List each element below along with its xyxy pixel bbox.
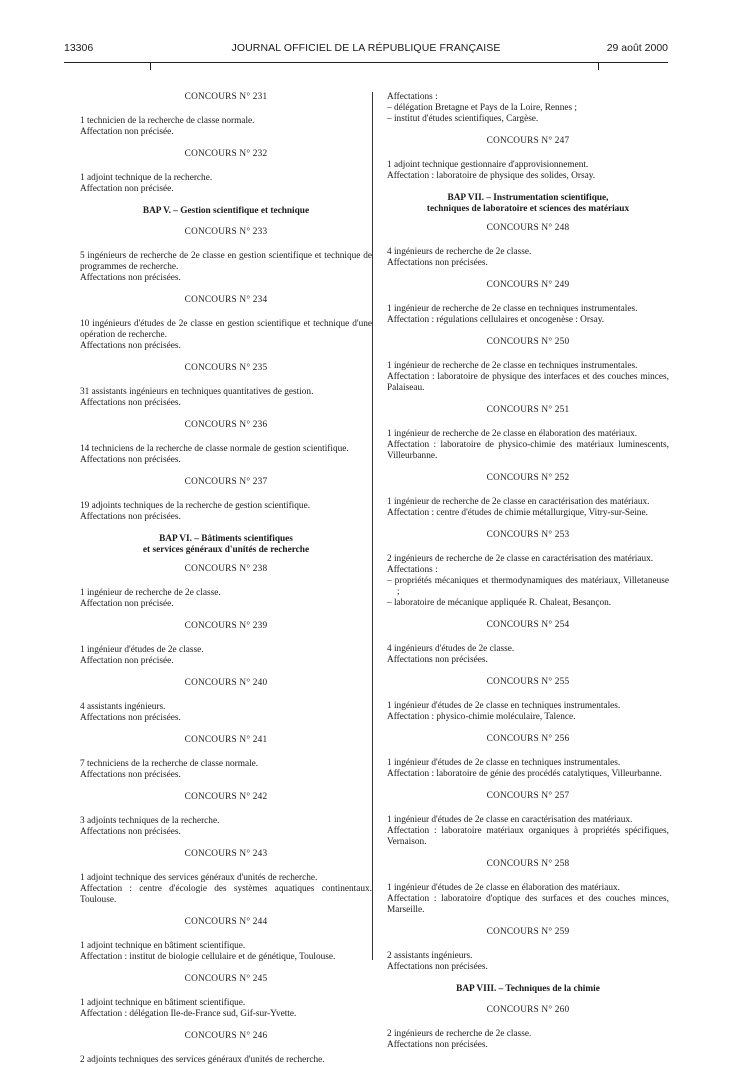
assignment: Affectations non précisées. [80,512,181,522]
concours-heading: CONCOURS N° 236 [184,420,268,430]
assignment: Affectation : laboratoire de physique des solides, Orsay. [387,171,596,181]
post-description: 1 ingénieur d'études de 2e classe en élaboration des matériaux. [387,883,620,893]
concours-255 [387,677,669,723]
issue-date: 29 août 2000 [606,42,668,54]
post-description: 19 adjoints techniques de la recherche de gestion scientifique. [80,501,311,511]
concours-251 [387,405,669,462]
post-description: 1 adjoint technique des services généraux d'unités de recherche. [80,873,318,883]
journal-title: JOURNAL OFFICIEL DE LA RÉPUBLIQUE FRANÇAISE [231,42,501,54]
assignment: Affectations non précisées. [80,713,181,723]
concours-253 [387,530,669,609]
concours-232 [80,149,372,195]
post-description: 2 assistants ingénieurs. [387,951,473,961]
assignment: Affectations non précisées. [80,827,181,837]
post-description: 5 ingénieurs de recherche de 2e classe en gestion scientifique et technique de programmes de recherche. [80,251,372,272]
assignment: Affectation : centre d'écologie des systèmes aquatiques continentaux. Toulouse. [80,884,372,905]
post-description: 1 ingénieur de recherche de 2e classe en techniques instrumentales. [387,304,638,314]
bap-heading-line: et services généraux d'unités de recherche [142,545,310,555]
post-description: 1 ingénieur d'études de 2e classe en caractérisation des matériaux. [387,815,633,825]
assignment: Affectation non précisée. [80,599,174,609]
assignment-item: – laboratoire de mécanique appliquée R. Chaleat, Besançon. [387,598,612,608]
assignment: Affectations : [387,565,438,575]
concours-234 [80,295,372,352]
concours-236 [80,420,372,466]
assignment: Affectation : régulations cellulaires et oncogenèse : Orsay. [387,315,605,325]
assignment: Affectations non précisées. [80,341,181,351]
concours-235 [80,363,372,409]
bap-heading-line: BAP VI. – Bâtiments scientifiques [159,534,293,544]
page-header [64,40,668,63]
concours-heading: CONCOURS N° 253 [486,530,570,540]
assignment: Affectation non précisée. [80,127,174,137]
post-description: 1 adjoint technique en bâtiment scientifique. [80,941,246,951]
concours-250 [387,337,669,394]
bap-heading: BAP V. – Gestion scientifique et technique [142,206,310,216]
post-description: 7 techniciens de la recherche de classe normale. [80,759,259,769]
assignment: Affectation : laboratoire de physique des interfaces et des couches minces, Palaiseau. [387,372,669,393]
assignment: Affectation non précisée. [80,184,174,194]
concours-heading: CONCOURS N° 256 [486,734,570,744]
header-tick-left [150,62,151,70]
assignment: Affectation : laboratoire matériaux organiques à propriétés spécifiques, Vernaison. [387,826,669,847]
post-description: 1 adjoint technique gestionnaire d'approvisionnement. [387,160,589,170]
post-description: 14 techniciens de la recherche de classe normale de gestion scientifique. [80,444,349,454]
post-description: 1 ingénieur de recherche de 2e classe en élaboration des matériaux. [387,429,638,439]
concours-heading: CONCOURS N° 232 [184,149,268,159]
assignment-continuation [387,92,669,125]
post-description: 4 assistants ingénieurs. [80,702,166,712]
concours-237 [80,477,372,523]
concours-heading: CONCOURS N° 248 [486,223,570,233]
assignment: Affectations non précisées. [387,1040,488,1050]
post-description: 4 ingénieurs de recherche de 2e classe. [387,247,532,257]
concours-heading: CONCOURS N° 237 [184,477,268,487]
concours-239 [80,621,372,667]
assignment: Affectation : délégation Ile-de-France sud, Gif-sur-Yvette. [80,1009,297,1019]
concours-heading: CONCOURS N° 251 [486,405,570,415]
bap-heading [387,193,669,215]
post-description: 1 ingénieur d'études de 2e classe. [80,645,204,655]
concours-259 [387,927,669,973]
concours-heading: CONCOURS N° 235 [184,363,268,373]
concours-heading: CONCOURS N° 244 [184,917,268,927]
post-description: 1 ingénieur de recherche de 2e classe en caractérisation des matériaux. [387,497,650,507]
concours-heading: CONCOURS N° 243 [184,849,268,859]
concours-heading: CONCOURS N° 255 [486,677,570,687]
concours-245 [80,974,372,1020]
concours-heading: CONCOURS N° 259 [486,927,570,937]
concours-241 [80,735,372,781]
concours-heading: CONCOURS N° 260 [486,1005,570,1015]
post-description: 3 adjoints techniques de la recherche. [80,816,220,826]
bap-heading: BAP VIII. – Techniques de la chimie [456,984,600,994]
assignment: Affectations non précisées. [387,258,488,268]
concours-heading: CONCOURS N° 249 [486,280,570,290]
concours-heading: CONCOURS N° 241 [184,735,268,745]
concours-240 [80,678,372,724]
concours-242 [80,792,372,838]
post-description: 1 ingénieur de recherche de 2e classe. [80,588,221,598]
post-description: 2 ingénieurs de recherche de 2e classe. [387,1029,532,1039]
page-number: 13306 [64,42,94,54]
concours-heading: CONCOURS N° 246 [184,1031,268,1041]
left-column [80,92,372,1077]
assignment: Affectation : laboratoire de physico-chimie des matériaux luminescents, Villeurbanne. [387,440,669,461]
concours-248 [387,223,669,269]
assignment: Affectation : institut de biologie cellulaire et de génétique, Toulouse. [80,952,336,962]
assignment: Affectation : laboratoire d'optique des surfaces et des couches minces, Marseille. [387,894,669,915]
assignment: Affectations non précisées. [80,273,181,283]
header-tick-right [598,62,599,70]
post-description: 2 ingénieurs de recherche de 2e classe en caractérisation des matériaux. [387,554,654,564]
assignment: Affectations : [387,92,438,102]
concours-heading: CONCOURS N° 234 [184,295,268,305]
assignment: Affectations non précisées. [387,655,488,665]
concours-247 [387,136,669,182]
concours-heading: CONCOURS N° 231 [184,92,268,102]
concours-233 [80,227,372,284]
bap-heading [80,534,372,556]
column-divider [372,92,373,960]
post-description: 1 ingénieur d'études de 2e classe en techniques instrumentales. [387,758,621,768]
post-description: 1 ingénieur de recherche de 2e classe en techniques instrumentales. [387,361,638,371]
concours-257 [387,791,669,848]
assignment-item: – propriétés mécaniques et thermodynamiques des matériaux, Villetaneuse ; [387,576,669,597]
concours-heading: CONCOURS N° 247 [486,136,570,146]
concours-heading: CONCOURS N° 238 [184,564,268,574]
bap-heading-line: techniques de laboratoire et sciences des matériaux [426,204,630,214]
assignment: Affectations non précisées. [80,770,181,780]
concours-heading: CONCOURS N° 258 [486,859,570,869]
concours-heading: CONCOURS N° 250 [486,337,570,347]
assignment: Affectations non précisées. [387,962,488,972]
post-description: 10 ingénieurs d'études de 2e classe en gestion scientifique et technique d'une opération de recherche. [80,319,372,340]
post-description: 1 adjoint technique de la recherche. [80,173,213,183]
concours-260 [387,1005,669,1051]
concours-258 [387,859,669,916]
assignment-item: – institut d'études scientifiques, Cargèse. [387,114,539,124]
assignment: Affectations non précisées. [80,455,181,465]
concours-heading: CONCOURS N° 233 [184,227,268,237]
post-description: 1 adjoint technique en bâtiment scientifique. [80,998,246,1008]
post-description: 31 assistants ingénieurs en techniques quantitatives de gestion. [80,387,314,397]
concours-249 [387,280,669,326]
concours-heading: CONCOURS N° 257 [486,791,570,801]
bap-heading-line: BAP VII. – Instrumentation scientifique, [447,193,609,203]
post-description: 1 technicien de la recherche de classe normale. [80,116,255,126]
assignment: Affectations non précisées. [80,398,181,408]
assignment: Affectation : laboratoire de génie des procédés catalytiques, Villeurbanne. [387,769,662,779]
assignment: Affectation non précisée. [80,656,174,666]
right-column [387,92,669,1062]
concours-256 [387,734,669,780]
concours-heading: CONCOURS N° 239 [184,621,268,631]
assignment: Affectation : physico-chimie moléculaire, Talence. [387,712,576,722]
concours-heading: CONCOURS N° 254 [486,620,570,630]
post-description: 1 ingénieur d'études de 2e classe en techniques instrumentales. [387,701,621,711]
concours-heading: CONCOURS N° 242 [184,792,268,802]
concours-246 [80,1031,372,1066]
concours-heading: CONCOURS N° 240 [184,678,268,688]
post-description: 4 ingénieurs d'études de 2e classe. [387,644,515,654]
concours-243 [80,849,372,906]
post-description: 2 adjoints techniques des services généraux d'unités de recherche. [80,1055,325,1065]
concours-231 [80,92,372,138]
concours-244 [80,917,372,963]
concours-238 [80,564,372,610]
concours-heading: CONCOURS N° 245 [184,974,268,984]
concours-252 [387,473,669,519]
concours-254 [387,620,669,666]
assignment: Affectation : centre d'études de chimie métallurgique, Vitry-sur-Seine. [387,508,648,518]
concours-heading: CONCOURS N° 252 [486,473,570,483]
assignment-item: – délégation Bretagne et Pays de la Loire, Rennes ; [387,103,578,113]
